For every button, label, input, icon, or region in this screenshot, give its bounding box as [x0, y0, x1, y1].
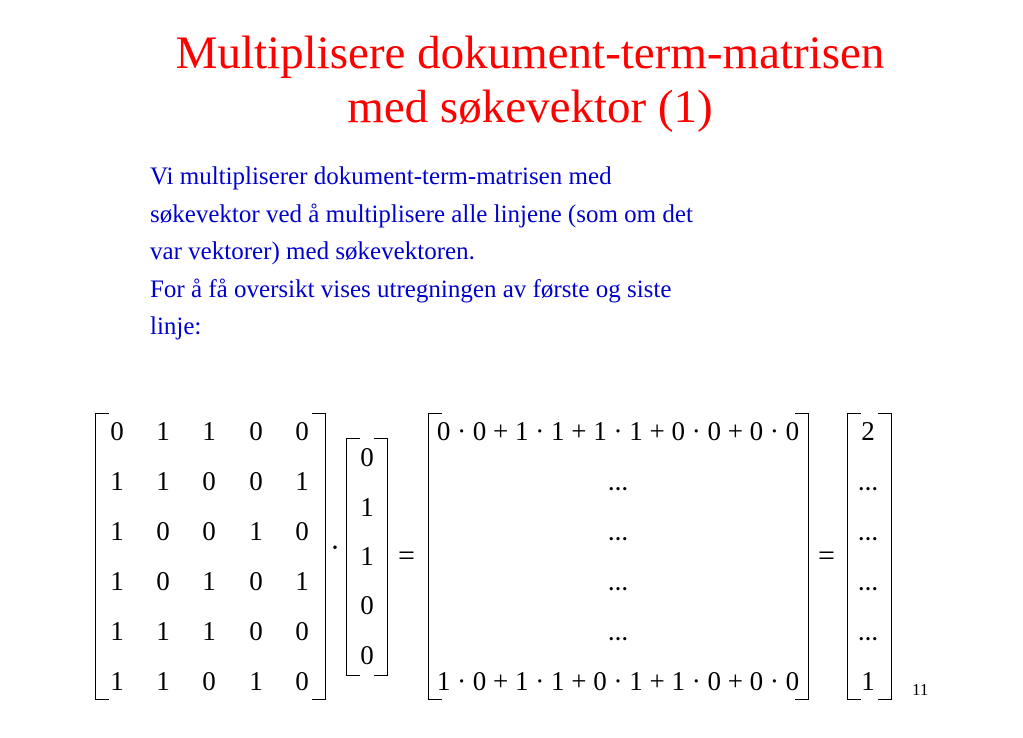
paragraph-1-line-2: søkevektor ved å multiplisere alle linjene (som om det	[150, 200, 693, 228]
slide-body-text	[150, 158, 910, 346]
paragraph-1-line-3: var vektorer) med søkevektoren.	[150, 238, 475, 265]
matrix-right-bracket	[312, 413, 326, 700]
paragraph-2-line-2: linje:	[150, 313, 202, 340]
paragraph-2-line-1: For å få oversikt vises utregningen av første og siste	[150, 275, 672, 303]
multiply-dot: ·	[330, 531, 340, 564]
page-number: 11	[912, 680, 929, 699]
expansion-left-bracket	[428, 413, 442, 700]
equals-sign-1: =	[398, 539, 415, 572]
result-right-bracket	[878, 413, 892, 700]
slide-title	[60, 26, 1000, 134]
result-left-bracket	[847, 413, 861, 700]
paragraph-1-line-1: Vi multipliserer dokument-term-matrisen med	[150, 163, 612, 190]
title-line-2: med søkevektor (1)	[347, 81, 713, 133]
query-vector-right-bracket	[374, 438, 388, 676]
query-vector-left-bracket	[346, 438, 360, 676]
matrix-left-bracket	[95, 413, 109, 700]
equals-sign-2: =	[818, 539, 835, 572]
expansion-right-bracket	[795, 413, 809, 700]
title-line-1: Multiplisere dokument-term-matrisen	[175, 27, 885, 79]
